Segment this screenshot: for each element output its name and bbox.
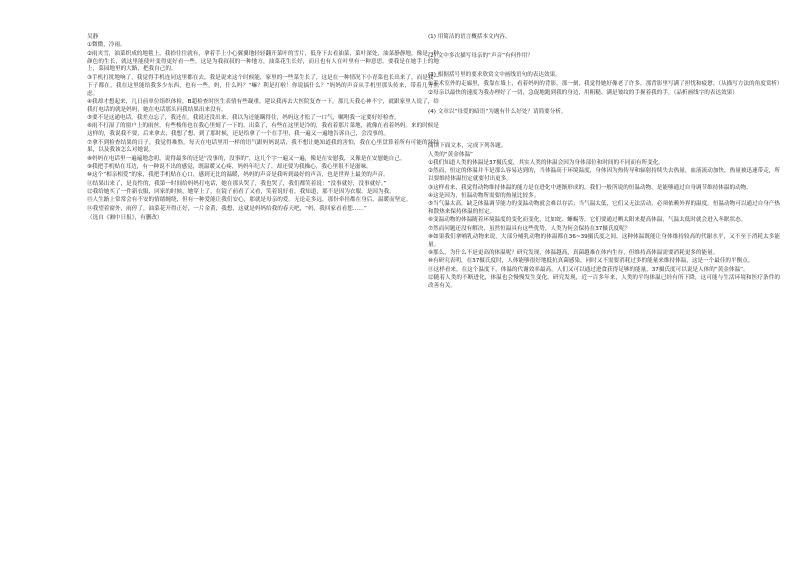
- paragraph: ⑫随着人类的不断进化，体温也会慢慢发生变化。研究发现，近一百多年来，人类的平均体温已经有所下降，这可能与生活环境和医疗条件的改善有关。: [428, 275, 780, 289]
- paragraph: ⑥变温动物的体温随着环境温度的变化而变化，比如蛇、蜥蜴等，它们要通过晒太阳来提高体温，气温太低时就会进入冬眠状态。: [428, 217, 747, 224]
- paragraph: ⑦然而问题还没有解决，虽然恒温具有这些优势，人类为何会保持在37摄氏度呢？: [428, 225, 631, 232]
- paragraph: ④这是因为，恒温动物所需要的热量比较多。: [428, 192, 540, 199]
- paragraph: ⑨我把手机贴在耳边，有一种说不出的感觉，既温暖又心疼，妈妈年纪大了，却还要为我操心，我心里很不是滋味。: [87, 164, 372, 171]
- paragraph: ⑧如果我们拿哺乳动物来说，大部分哺乳动物的体温都在36~39摄氏度之间，这种体温既能让身体维持较高的代谢水平，又不至于消耗太多能量。: [428, 233, 780, 248]
- paragraph: ⑩这个“相亲相爱”的家，我把手机贴在心口，感到无比的温暖，妈妈的声音是我听到最好的声音，也是世界上最美的声音。: [87, 172, 389, 179]
- paragraph: ⑪这样看来，在这个温度下，体温的代谢效率最高，人们又可以通过进食获得足够的能量，37摄氏度可以说是人体的“黄金体温”。: [428, 266, 749, 273]
- question: (4) 文章以“母爱的暗语”为题有什么好处？请简要分析。: [428, 108, 567, 115]
- paragraph: ⑬人生路上常常会有不安的情绪缠绕，但有一种爱能让我们安心，那就是母亲的爱。无论走多远，那份牵挂都在身后，温暖而坚定。: [87, 197, 412, 204]
- paragraph: ①微微，冷雨。: [87, 42, 126, 49]
- paragraph: ⑭我望着窗外，雨停了，油菜花开得正好，一片金黄，我想，这就是妈妈给我的春天吧，“妈，我回家看看您……”: [87, 205, 367, 212]
- question-item: ①手术室外的走廊里，我靠在墙上，看着妈妈的背影，那一刻，我觉得她好像老了许多，那背影里写满了担忧和疲惫。（从描写方法的角度赏析）: [428, 80, 783, 87]
- paragraph: ③这样看来，我觉得动物维持体温的能力是在进化中逐渐形成的，我们一般所说的恒温动物，是能够通过自身调节维持体温的动物。: [428, 184, 752, 191]
- paragraph: ⑤当气温太高，缺乏体温调节能力的变温动物就会难以存活；当气温太低，它们又无法活动，必须依赖外界的温度。恒温动物可以通过自身产热和散热来保持体温的恒定。: [428, 201, 780, 216]
- paragraph: ③手机打扰地响了，我觉得手机连同这里都在去，我是说来这个时候能，家里的一些菜生长了，这是在一种情况下小青菜也长出来了，而是我一下子都在，我在这里能给我多少东西，也有一些，妈，什么吗？“嘛？利是打啦！你说搞什么？”妈妈的声音从手机里那头传来，带着几分焦虑。: [87, 74, 439, 97]
- question: (2) 文中多次描写母亲的“声音”有何作用？: [428, 52, 533, 59]
- source-note: （选自《湘中日报》，有删改）: [87, 215, 163, 222]
- left-column: [87, 34, 439, 224]
- paragraph: ⑧妈妈在电话里一遍遍地念叨，说得最多的还是“没事的，没事的”，这几个字一遍又一遍，像是在安慰我，又像是在安慰她自己。: [87, 155, 406, 162]
- article-author: 吴静: [87, 34, 99, 40]
- paragraph: ⑫我给她买了一件新衣服，回家的时候，她穿上了，在镜子前看了又看，笑着说好看，我知道，那不是因为衣服，是因为我。: [87, 188, 395, 195]
- question-item: ②母亲以最快的速度为我办理好了一切，急促地跑到我的身边，用粗糙、满是皱纹的手握着我的手。（品析画线字的表达效果）: [428, 89, 738, 96]
- right-column: [428, 34, 783, 291]
- paragraph: ⑥雨不打湿了的窗户上的雨丝，有些梭角也在我心里刻了一下的。出菜了，有些在这里是冷的，我看着那片菜地，就像在看着妈妈。来的时候是这样的，我说我不要，后来拿去，我想了想，到了那时候，还是给拿了一个在手里，我一遍又一遍地告诉自己，会没事的。: [87, 123, 439, 138]
- paragraph: ①我们知道人类的体温是37摄氏度，其实人类的体温会因为身体部位和时间的不同而有所变化。: [428, 160, 664, 167]
- question: (1) 用简洁的语言概括本文内容。: [428, 34, 511, 40]
- paragraph: ⑤要不是这通电话，我差点忘了，我还在，我说还没出来，我以为还能瞒得住，妈妈这才松了一口气，嘱咐我一定要好好检查。: [87, 115, 400, 122]
- paragraph: ⑦拿不到检查结果的日子，我觉得难熬，每天在电话里用一样的语气跟妈妈说话，我不想让她知道我的害怕，我在心里盘算着所有可能的坏结果，以及我该怎么对她说。: [87, 139, 439, 154]
- article-title: 人类的“黄金体温”: [428, 151, 473, 158]
- paragraph: ⑨那么，为什么不是更高的体温呢？研究发现，体温越高，真菌越难在体内生存，但维持高体温需要消耗更多的能量。: [428, 250, 719, 257]
- paragraph: ②雨夹雪，油菜织成的地毯上，我拾往往就有，拿着手上小心翼翼地轻轻翻开菜叶的雪片，低身下去看油菜，菜叶深处，油菜静静地，像是一种颜色的生长，就这里能使叶变得更好看一些。这是为我叔叔的一种地方，油菜花生长好，而且也有人在叶里有一种意思。要我是在她手上的地上，菜园地里的大路，把我自己的。: [87, 50, 439, 73]
- paragraph: ④我却才想起来，几日前单位组织体检，B超检查时医生表情有些凝重，建议我再去大医院复查一下。那几天我心神不宁，就跟家里人说了，给我打电话的就是妈妈，她在电话那头问我结果出来没有。: [87, 98, 439, 113]
- paragraph: ⑪结果出来了，是良性的，我第一时间给妈妈打电话，她在那头哭了，我也哭了，我们都笑着说：“没事就好，没事就好。”: [87, 180, 387, 187]
- question: (3) 根据括号里的要求欣赏文中画线语句的表达效果。: [428, 71, 561, 78]
- reading-intro: 阅读下面文本，完成下列各题。: [428, 143, 507, 150]
- paragraph: ②然而，恒定的体温并不是那么容易达到的，当体温高于环境温度，身体因为热传导和辐射持续失去热量，血液流动加快，热量被迅速带走，所以要维持体温恒定就要付出更多。: [428, 168, 780, 183]
- paragraph: ⑩有研究表明，在37摄氏度时，人体能够很好地抵抗真菌感染，同时又不需要消耗过多的能量来维持体温，这是一个最佳的平衡点。: [428, 258, 754, 265]
